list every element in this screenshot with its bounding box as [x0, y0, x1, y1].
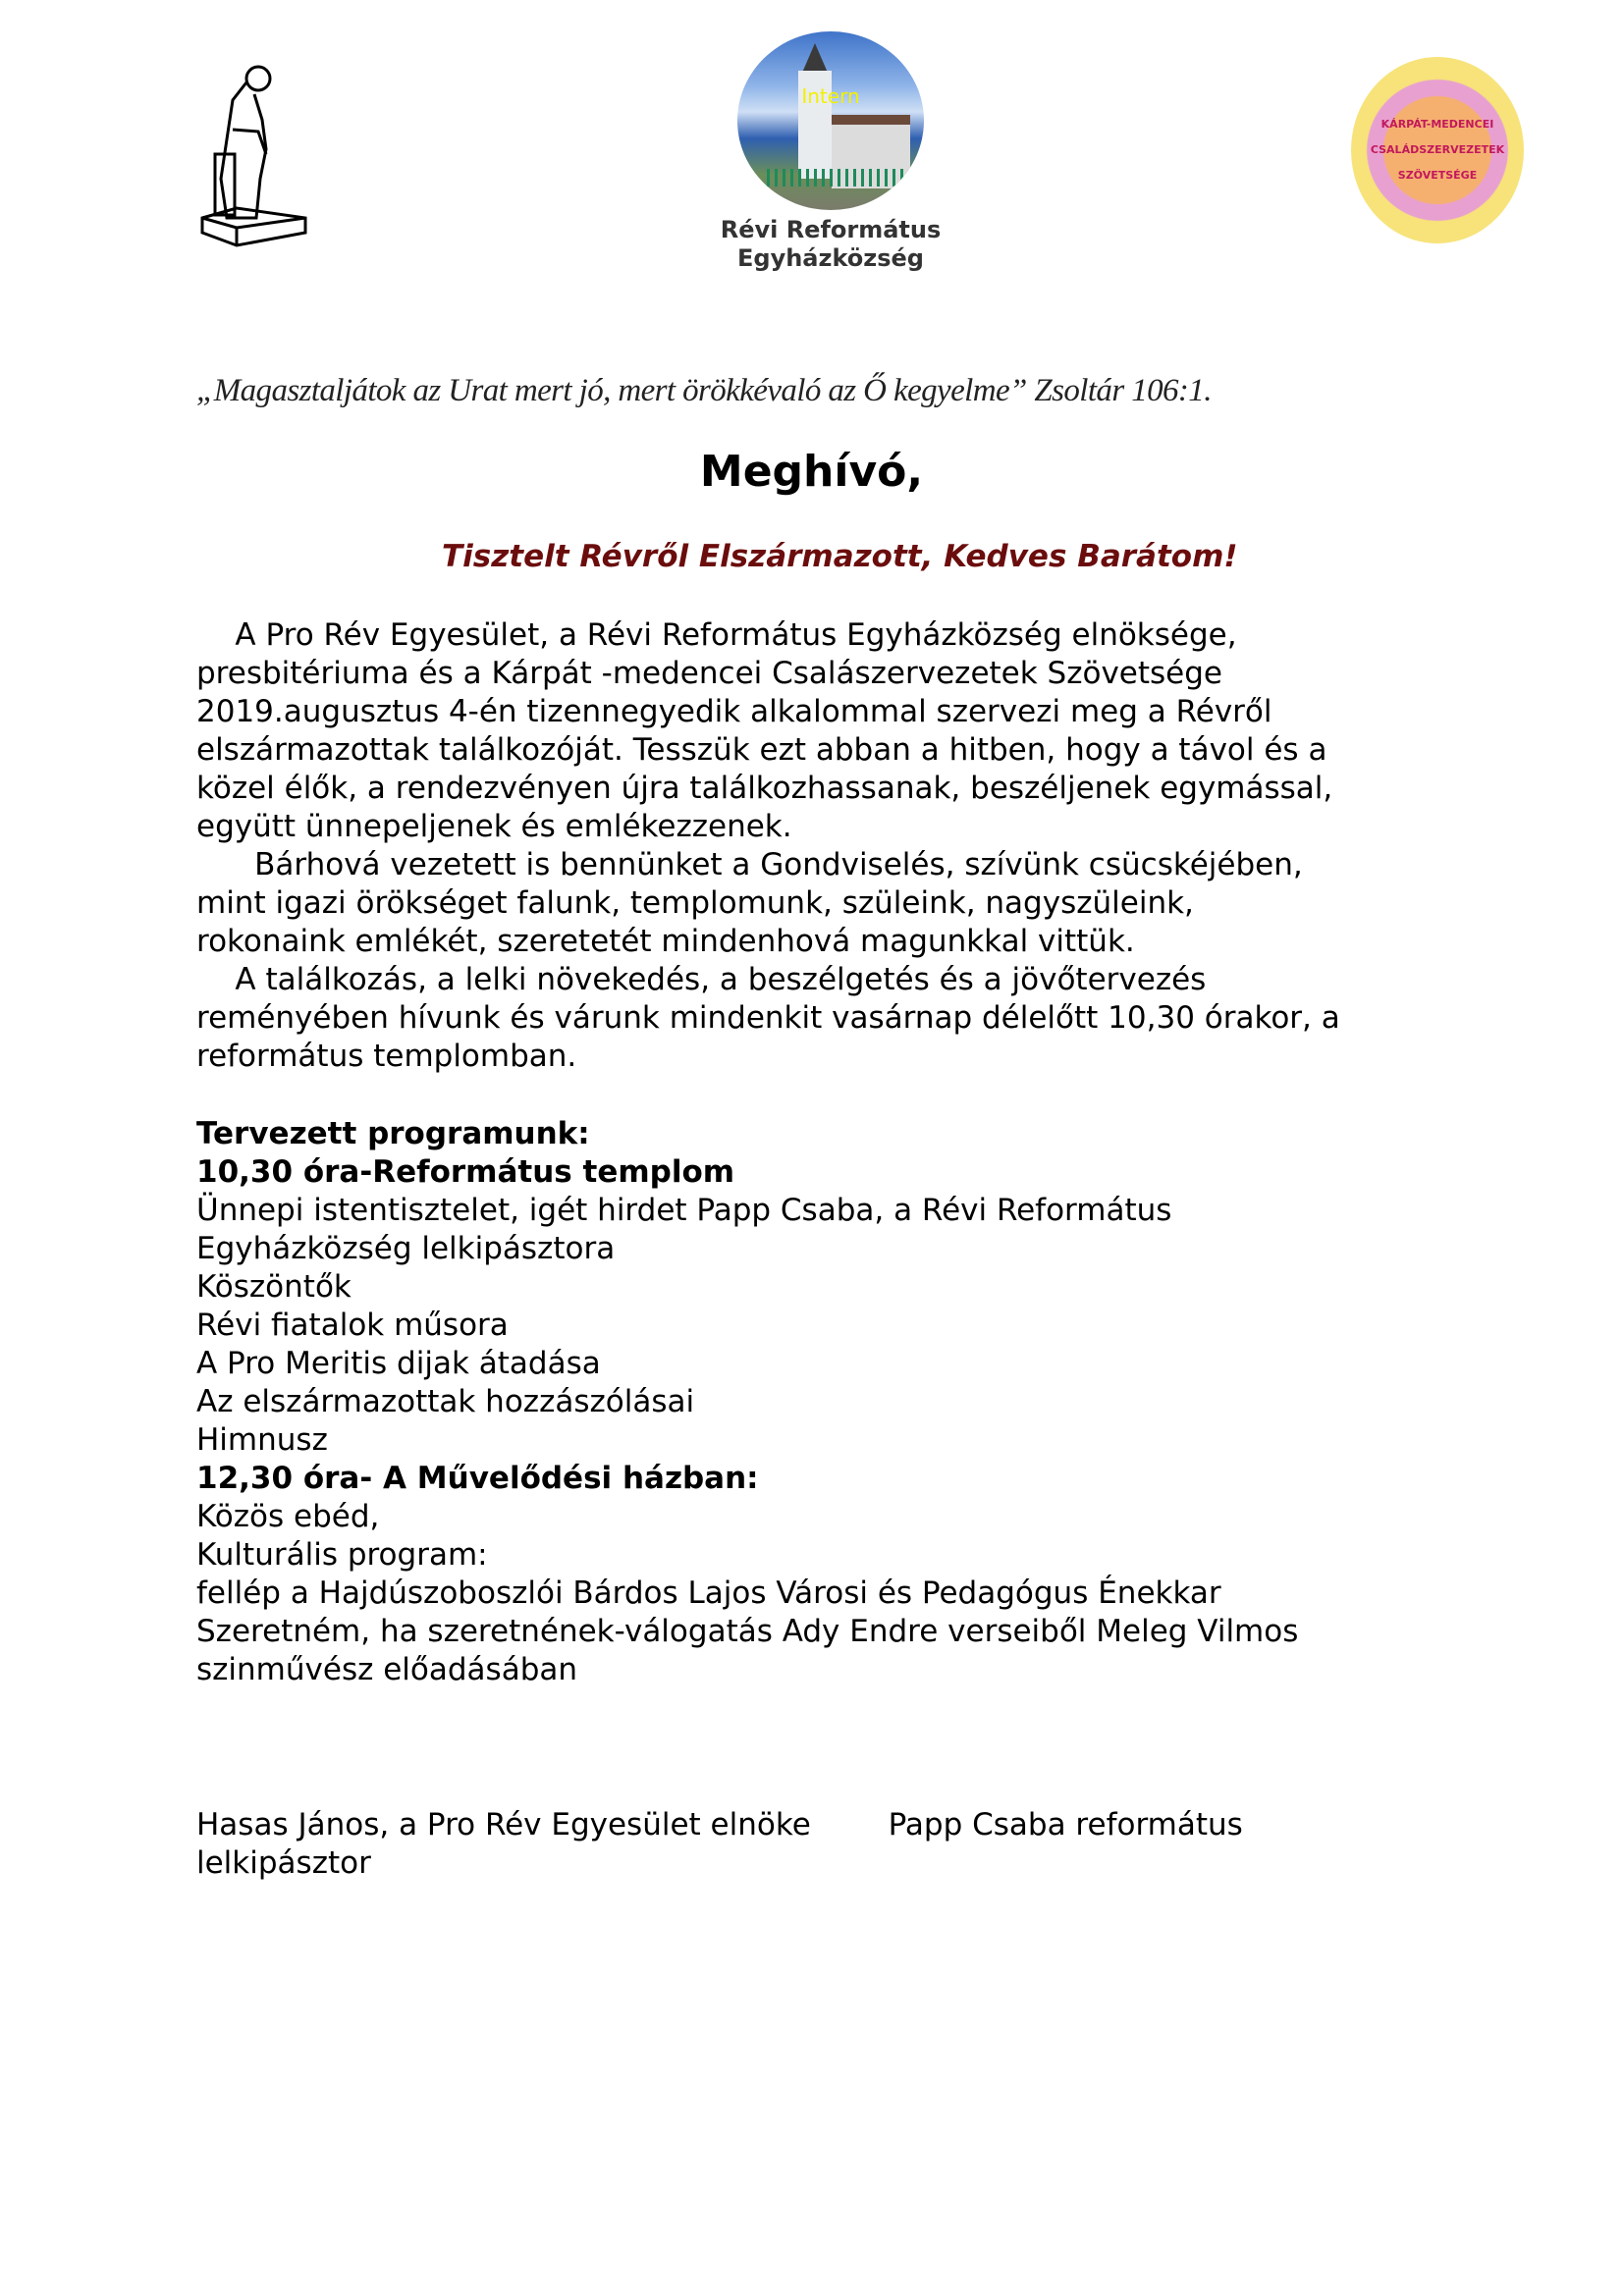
invitation-body	[196, 616, 1340, 1076]
body-line: református templomban.	[196, 1039, 577, 1074]
program-heading: Tervezett programunk:	[196, 1116, 590, 1151]
program-item: Közös ebéd,	[196, 1499, 380, 1534]
body-line: közel élők, a rendezvényen újra találkozhassanak, beszéljenek egymással,	[196, 771, 1333, 806]
church-name-line2: Egyházközség	[737, 244, 924, 272]
church-logo	[703, 31, 958, 277]
program-item: A Pro Meritis dijak átadása	[196, 1346, 601, 1381]
church-photo	[737, 31, 924, 210]
body-line: A találkozás, a lelki növekedés, a beszélgetés és a jövőtervezés	[196, 962, 1207, 997]
body-line: rokonaink emlékét, szeretetét mindenhová magunkkal vittük.	[196, 924, 1135, 959]
body-line: együtt ünnepeljenek és emlékezzenek.	[196, 809, 792, 844]
program-list	[196, 1115, 1298, 1689]
program-item: Szeretném, ha szeretnének-válogatás Ady Endre verseiből Meleg Vilmos	[196, 1614, 1299, 1649]
family-organizations-logo	[1351, 57, 1524, 243]
page-title: Meghívó,	[699, 447, 924, 497]
logo-line3: SZÖVETSÉGE	[1397, 169, 1478, 182]
signature-line: Hasas János, a Pro Rév Egyesület elnöke Papp Csaba református	[196, 1807, 1243, 1842]
body-line: presbitériuma és a Kárpát -medencei Csalászervezetek Szövetsége	[196, 656, 1223, 691]
program-item: Az elszármazottak hozzászólásai	[196, 1384, 695, 1419]
program-item: szinművész előadásában	[196, 1652, 578, 1687]
salutation: Tisztelt Révről Elszármazott, Kedves Barátom!	[442, 539, 1238, 574]
body-line: 2019.augusztus 4-én tizennegyedik alkalommal szervezi meg a Révről	[196, 694, 1272, 729]
body-line: mint igazi örökséget falunk, templomunk, szüleink, nagyszüleink,	[196, 885, 1194, 921]
signatures	[196, 1806, 1243, 1883]
body-line: elszármazottak találkozóját. Tesszük ezt abban a hitben, hogy a távol és a	[196, 732, 1327, 768]
signature-line: lelkipásztor	[196, 1845, 371, 1881]
program-section-title: 12,30 óra- A Művelődési házban:	[196, 1461, 759, 1496]
logo-line2: CSALÁDSZERVEZETEK	[1370, 143, 1505, 156]
logo-line1: KÁRPÁT-MEDENCEI	[1380, 118, 1494, 131]
church-name-line1: Révi Református	[720, 216, 942, 243]
program-item: Himnusz	[196, 1422, 328, 1458]
bible-quote: „Magasztaljátok az Urat mert jó, mert örökkévaló az Ő kegyelme” Zsoltár 106:1.	[196, 373, 1212, 408]
program-item: fellép a Hajdúszoboszlói Bárdos Lajos Városi és Pedagógus Énekkar	[196, 1575, 1221, 1611]
program-section-title: 10,30 óra-Református templom	[196, 1154, 735, 1190]
body-line: reményében hívunk és várunk mindenkit vasárnap délelőtt 10,30 órakor, a	[196, 1000, 1340, 1036]
program-item: Köszöntők	[196, 1269, 352, 1305]
program-item: Egyházközség lelkipásztora	[196, 1231, 616, 1266]
program-item: Kulturális program:	[196, 1537, 488, 1573]
church-name	[703, 216, 958, 273]
watermark-text: Intern	[801, 84, 860, 108]
body-line: Bárhová vezetett is bennünket a Gondviselés, szívünk csücskéjében,	[196, 847, 1303, 882]
thinker-statue-logo	[196, 61, 316, 247]
body-line: A Pro Rév Egyesület, a Révi Református Egyházközség elnöksége,	[196, 617, 1237, 653]
program-item: Ünnepi istentisztelet, igét hirdet Papp Csaba, a Révi Református	[196, 1193, 1172, 1228]
program-item: Révi fiatalok műsora	[196, 1308, 509, 1343]
